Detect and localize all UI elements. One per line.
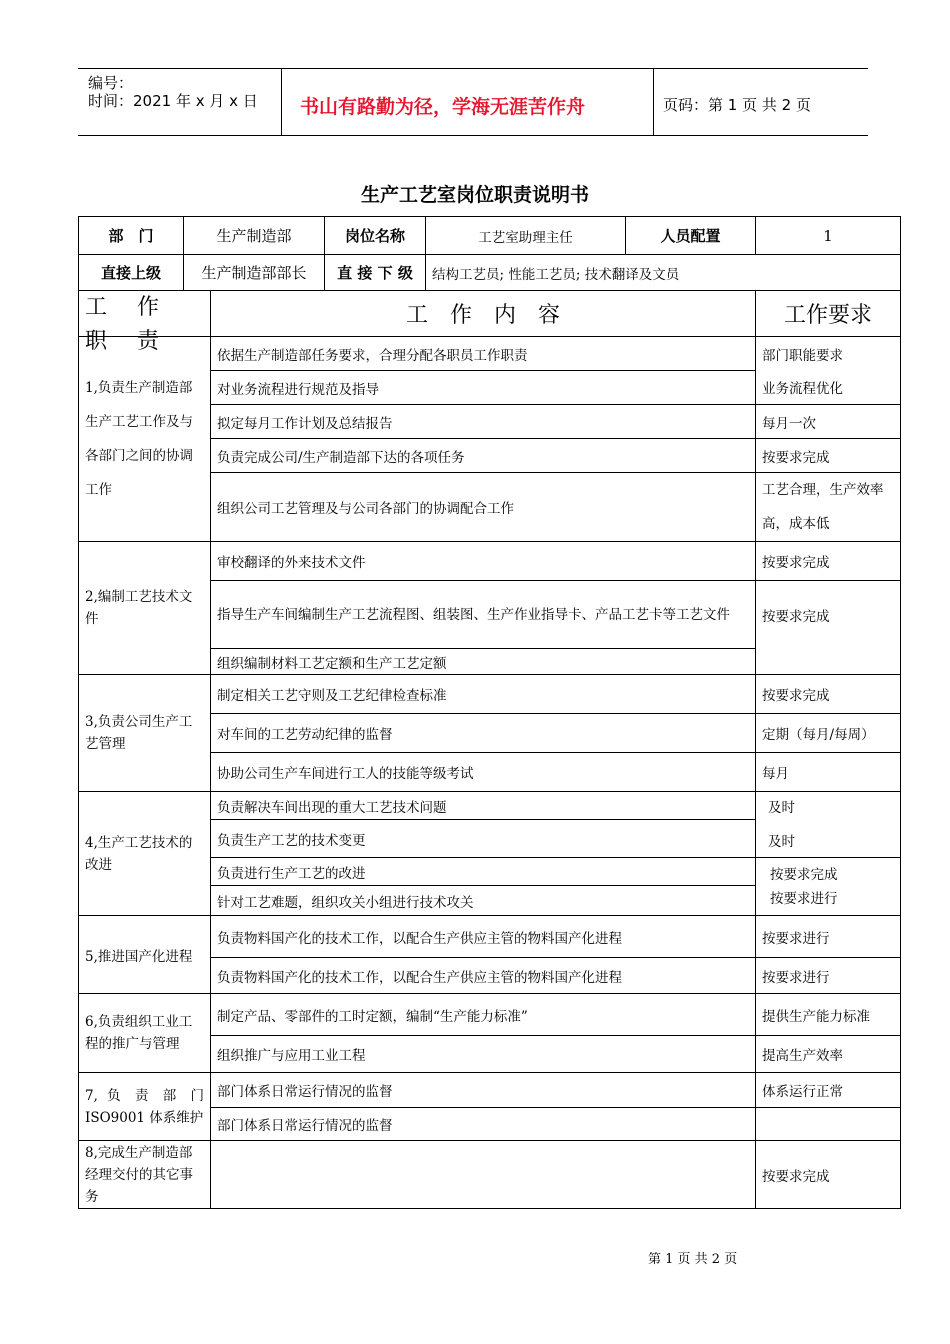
req-8-1: 按要求完成 xyxy=(756,1141,901,1209)
page-footer: 第 1 页 共 2 页 xyxy=(648,1252,738,1267)
req-1-1: 部门职能要求 xyxy=(756,337,901,371)
column-content: 工 作 内 容 xyxy=(211,291,756,337)
req-7-2 xyxy=(756,1108,901,1141)
duty-3: 3,负责公司生产工艺管理 xyxy=(79,675,211,792)
post-label: 岗位名称 xyxy=(325,217,426,255)
req-3-2: 定期（每月/每周） xyxy=(756,714,901,753)
dept-label: 部 门 xyxy=(79,217,184,255)
content-1-3: 拟定每月工作计划及总结报告 xyxy=(211,405,756,439)
content-2-2: 指导生产车间编制生产工艺流程图、组装图、生产作业指导卡、产品工艺卡等工艺文件 xyxy=(211,581,756,649)
content-2-1: 审校翻译的外来技术文件 xyxy=(211,542,756,581)
req-2-1: 按要求完成 xyxy=(756,542,901,581)
serial-label: 编号： xyxy=(88,74,134,92)
content-1-1: 依据生产制造部任务要求，合理分配各职员工作职责 xyxy=(211,337,756,371)
req-4-group-b xyxy=(756,858,901,916)
page-info: 页码：第 1 页 共 2 页 xyxy=(663,96,811,114)
content-8-1 xyxy=(211,1141,756,1209)
req-6-2: 提高生产效率 xyxy=(756,1036,901,1073)
req-3-1: 按要求完成 xyxy=(756,675,901,714)
req-1-2: 业务流程优化 xyxy=(756,371,901,405)
content-3-2: 对车间的工艺劳动纪律的监督 xyxy=(211,714,756,753)
req-2-2: 按要求完成 xyxy=(756,581,901,675)
content-4-1: 负责解决车间出现的重大工艺技术问题 xyxy=(211,792,756,820)
content-5-2: 负责物料国产化的技术工作，以配合生产供应主管的物料国产化进程 xyxy=(211,958,756,994)
req-5-2: 按要求进行 xyxy=(756,958,901,994)
duty-table xyxy=(78,216,901,1209)
content-3-3: 协助公司生产车间进行工人的技能等级考试 xyxy=(211,753,756,792)
content-3-1: 制定相关工艺守则及工艺纪律检查标准 xyxy=(211,675,756,714)
time-label: 时间：2021 年 x 月 x 日 xyxy=(88,92,258,110)
content-5-1: 负责物料国产化的技术工作，以配合生产供应主管的物料国产化进程 xyxy=(211,916,756,958)
req-5-1: 按要求进行 xyxy=(756,916,901,958)
header-top-line xyxy=(78,68,868,69)
duty-1: 1,负责生产制造部生产工艺工作及与各部门之间的协调工作 xyxy=(79,337,211,542)
content-7-2: 部门体系日常运行情况的监督 xyxy=(211,1108,756,1141)
staff-value: 1 xyxy=(756,217,901,255)
content-1-2: 对业务流程进行规范及指导 xyxy=(211,371,756,405)
column-duty: 工 作 职 责 xyxy=(79,291,211,337)
content-4-4: 针对工艺难题，组织攻关小组进行技术攻关 xyxy=(211,886,756,916)
req-4-2: 及时 xyxy=(768,833,796,850)
req-4-3: 按要求完成 xyxy=(770,866,838,883)
content-6-1: 制定产品、零部件的工时定额，编制“生产能力标准” xyxy=(211,994,756,1036)
req-1-4: 按要求完成 xyxy=(756,439,901,473)
content-2-3: 组织编制材料工艺定额和生产工艺定额 xyxy=(211,649,756,675)
superior-label: 直接上级 xyxy=(79,255,184,291)
content-6-2: 组织推广与应用工业工程 xyxy=(211,1036,756,1073)
header-divider-left xyxy=(281,68,282,135)
req-4-1: 及时 xyxy=(768,799,796,816)
req-4-4: 按要求进行 xyxy=(770,890,838,907)
column-requirement: 工作要求 xyxy=(756,291,901,337)
req-7-1: 体系运行正常 xyxy=(756,1073,901,1108)
header-bottom-line xyxy=(78,135,868,136)
header-divider-right xyxy=(653,68,654,135)
duty-2: 2,编制工艺技术文件 xyxy=(79,542,211,675)
req-4-group-a xyxy=(756,792,901,858)
dept-value: 生产制造部 xyxy=(184,217,325,255)
duty-5: 5,推进国产化进程 xyxy=(79,916,211,994)
content-1-4: 负责完成公司/生产制造部下达的各项任务 xyxy=(211,439,756,473)
subordinate-value: 结构工艺员; 性能工艺员; 技术翻译及文员 xyxy=(426,255,901,291)
content-4-2: 负责生产工艺的技术变更 xyxy=(211,820,756,858)
content-7-1: 部门体系日常运行情况的监督 xyxy=(211,1073,756,1108)
req-3-3: 每月 xyxy=(756,753,901,792)
staff-label: 人员配置 xyxy=(626,217,756,255)
req-1-3: 每月一次 xyxy=(756,405,901,439)
motto: 书山有路勤为径，学海无涯苦作舟 xyxy=(300,96,586,118)
document-title: 生产工艺室岗位职责说明书 xyxy=(360,184,589,206)
superior-value: 生产制造部部长 xyxy=(184,255,325,291)
content-4-3: 负责进行生产工艺的改进 xyxy=(211,858,756,886)
post-value: 工艺室助理主任 xyxy=(426,217,626,255)
duty-6: 6,负责组织工业工程的推广与管理 xyxy=(79,994,211,1073)
duty-7: 7, 负 责 部 门 ISO9001 体系维护 xyxy=(79,1073,211,1141)
req-6-1: 提供生产能力标准 xyxy=(756,994,901,1036)
req-1-5: 工艺合理，生产效率高，成本低 xyxy=(756,473,901,542)
subordinate-label: 直 接 下 级 xyxy=(325,255,426,291)
duty-8: 8,完成生产制造部经理交付的其它事务 xyxy=(79,1141,211,1209)
content-1-5: 组织公司工艺管理及与公司各部门的协调配合工作 xyxy=(211,473,756,542)
duty-4: 4,生产工艺技术的改进 xyxy=(79,792,211,916)
